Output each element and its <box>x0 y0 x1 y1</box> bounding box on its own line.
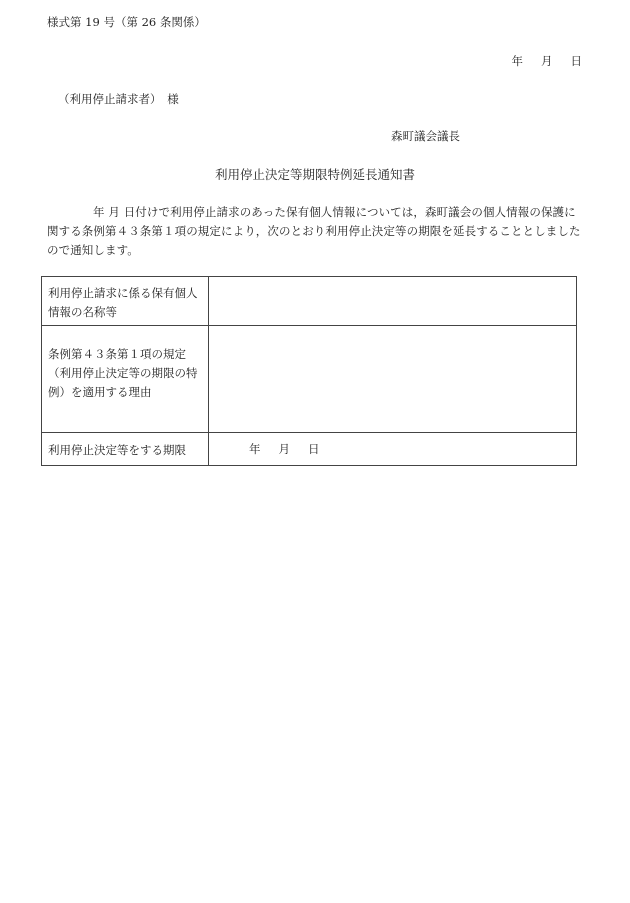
detail-table <box>41 276 577 466</box>
form-number: 様式第 19 号（第 26 条関係） <box>47 15 206 29</box>
row-label-information-name: 利用停止請求に係る保有個人情報の名称等 <box>42 277 209 326</box>
document-title: 利用停止決定等期限特例延長通知書 <box>214 167 415 182</box>
table-row <box>42 433 577 466</box>
table-row <box>42 326 577 433</box>
issue-date-month: 月 <box>541 54 553 68</box>
deadline-month: 月 <box>278 442 290 456</box>
addressee: （利用停止請求者） 様 <box>58 92 179 106</box>
deadline-day: 日 <box>308 442 320 456</box>
deadline-year: 年 <box>249 442 261 456</box>
issue-date <box>512 53 583 69</box>
row-label-deadline: 利用停止決定等をする期限 <box>42 433 209 466</box>
issue-date-day: 日 <box>570 54 582 68</box>
row-value-reason <box>209 326 577 433</box>
sender: 森町議会議長 <box>391 129 460 143</box>
issue-date-year: 年 <box>511 54 523 68</box>
row-label-reason: 条例第４３条第１項の規定（利用停止決定等の期限の特例）を適用する理由 <box>42 326 209 433</box>
table-row <box>42 277 577 326</box>
body-paragraph: 年 月 日付けで利用停止請求のあった保有個人情報については，森町議会の個人情報の保護に関する条例第４３条第１項の規定により，次のとおり利用停止決定等の期限を延長することとしましたので通知します。 <box>47 205 581 257</box>
row-value-deadline <box>209 433 577 466</box>
row-value-information-name <box>209 277 577 326</box>
